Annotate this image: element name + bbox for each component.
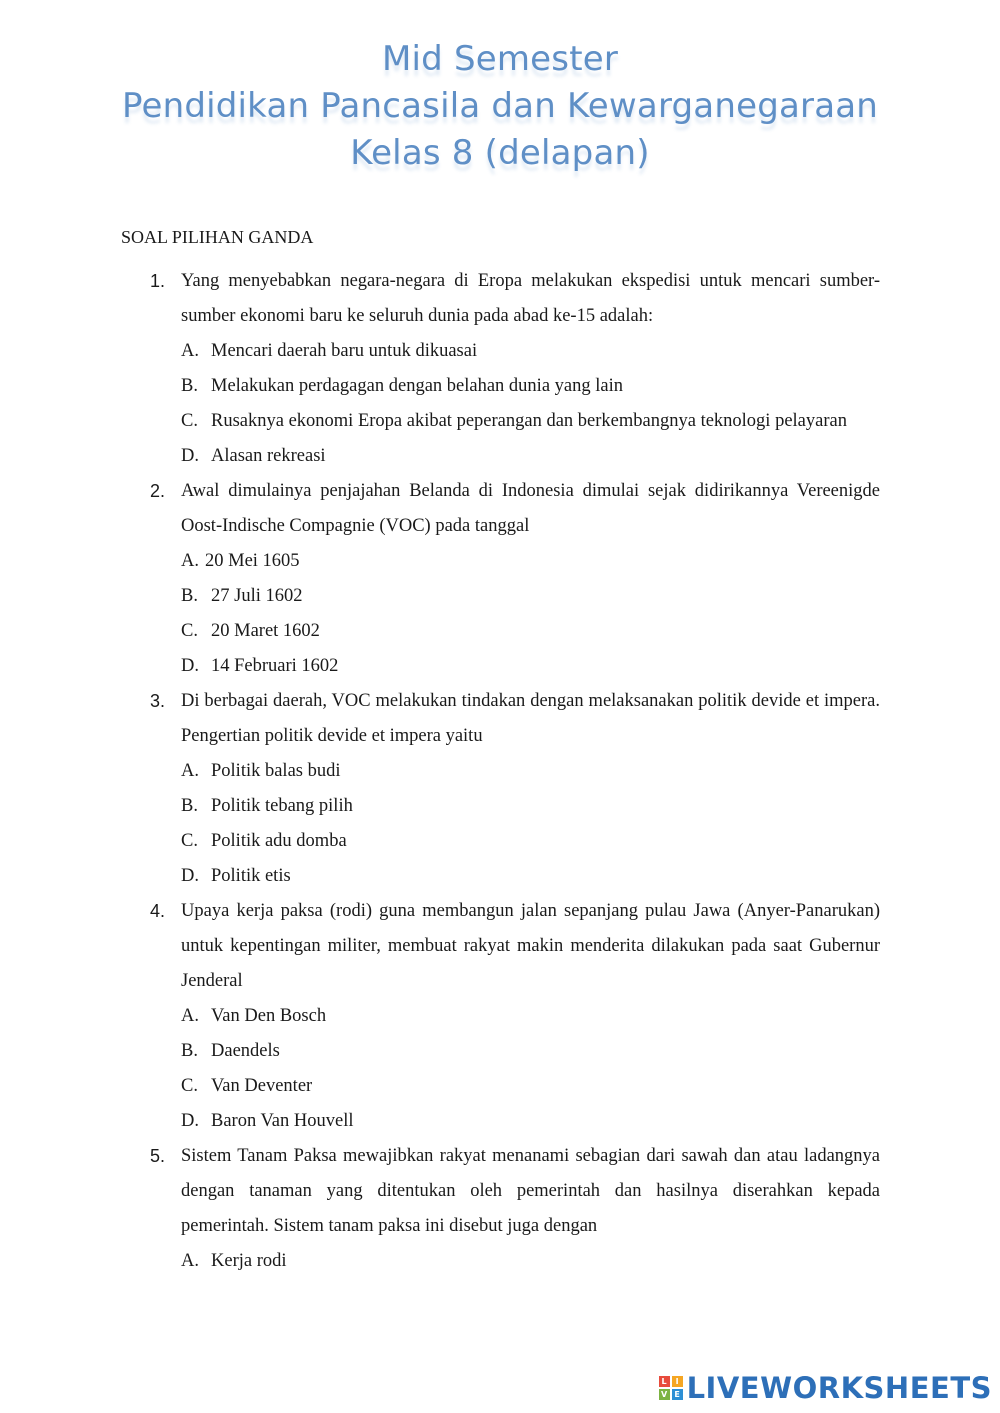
question-number: 4. <box>150 901 166 921</box>
option-b[interactable] <box>181 579 880 614</box>
title-line-2: Pendidikan Pancasila dan Kewarganegaraan <box>121 86 879 126</box>
option-b[interactable] <box>181 369 880 404</box>
option-letter: B. <box>181 586 198 606</box>
option-d[interactable] <box>181 439 880 474</box>
question-5 <box>150 1139 880 1279</box>
question-text: Sistem Tanam Paksa mewajibkan rakyat menanami sebagian dari sawah dan atau ladangnya dengan tanaman yang ditentukan oleh pemerintah dan hasilnya diserahkan kepada pemerintah. Sistem tanam paksa ini disebut juga dengan <box>181 1146 880 1236</box>
option-b[interactable] <box>181 1034 880 1069</box>
option-letter: C. <box>181 411 198 431</box>
option-list <box>150 1244 880 1279</box>
option-letter: A. <box>181 1006 199 1026</box>
option-text: 27 Juli 1602 <box>211 586 303 606</box>
question-text: Upaya kerja paksa (rodi) guna membangun jalan sepanjang pulau Jawa (Anyer-Panarukan) untuk kepentingan militer, membuat rakyat makin menderita dilakukan pada saat Gubernur Jenderal <box>181 901 880 991</box>
option-letter: D. <box>181 446 199 466</box>
option-text: Politik etis <box>211 866 291 886</box>
option-letter: D. <box>181 656 199 676</box>
question-number: 3. <box>150 691 166 711</box>
option-text: 20 Maret 1602 <box>211 621 320 641</box>
option-letter: D. <box>181 1111 199 1131</box>
option-a[interactable] <box>181 544 880 579</box>
question-4 <box>150 894 880 1139</box>
option-c[interactable] <box>181 1069 880 1104</box>
option-a[interactable] <box>181 1244 880 1279</box>
option-list <box>150 999 880 1139</box>
option-b[interactable] <box>181 789 880 824</box>
brand-name: LIVEWORKSHEETS <box>686 1371 992 1405</box>
option-d[interactable] <box>181 859 880 894</box>
option-letter: B. <box>181 1041 198 1061</box>
option-text: Politik tebang pilih <box>211 796 353 816</box>
option-text: Alasan rekreasi <box>211 446 326 466</box>
option-list <box>150 544 880 684</box>
question-number: 1. <box>150 271 166 291</box>
page-header <box>0 36 1000 177</box>
question-2 <box>150 474 880 684</box>
option-c[interactable] <box>181 824 880 859</box>
option-letter: A. <box>181 341 199 361</box>
option-d[interactable] <box>181 649 880 684</box>
option-c[interactable] <box>181 404 880 439</box>
option-letter: A. <box>181 1251 199 1271</box>
option-letter: C. <box>181 831 198 851</box>
option-text: Rusaknya ekonomi Eropa akibat peperangan dan berkembangnya teknologi pelayaran <box>211 411 847 431</box>
option-letter: D. <box>181 866 199 886</box>
option-text: Van Den Bosch <box>211 1006 327 1026</box>
option-list <box>150 754 880 894</box>
question-number: 5. <box>150 1146 166 1166</box>
option-a[interactable] <box>181 754 880 789</box>
section-title: SOAL PILIHAN GANDA <box>121 227 314 247</box>
option-text: Mencari daerah baru untuk dikuasai <box>211 341 478 361</box>
option-d[interactable] <box>181 1104 880 1139</box>
question-1 <box>150 264 880 474</box>
option-c[interactable] <box>181 614 880 649</box>
logo-cell: L <box>659 1376 670 1387</box>
option-letter: C. <box>181 621 198 641</box>
option-text: Baron Van Houvell <box>211 1111 354 1131</box>
option-text: 20 Mei 1605 <box>205 551 300 571</box>
title-line-3: Kelas 8 (delapan) <box>350 133 650 173</box>
question-text: Awal dimulainya penjajahan Belanda di Indonesia dimulai sejak didirikannya Vereenigde Oost-Indische Compagnie (VOC) pada tanggal <box>181 481 880 536</box>
option-text: Melakukan perdagagan dengan belahan dunia yang lain <box>211 376 623 396</box>
option-a[interactable] <box>181 334 880 369</box>
question-3 <box>150 684 880 894</box>
title-line-1: Mid Semester <box>381 39 619 79</box>
logo-cell: E <box>672 1389 683 1400</box>
logo-mark-icon <box>659 1376 683 1400</box>
logo-cell: V <box>659 1389 670 1400</box>
option-text: Politik balas budi <box>211 761 341 781</box>
option-letter: C. <box>181 1076 198 1096</box>
option-text: 14 Februari 1602 <box>211 656 339 676</box>
option-text: Kerja rodi <box>211 1251 287 1271</box>
option-list <box>150 334 880 474</box>
question-text: Di berbagai daerah, VOC melakukan tindakan dengan melaksanakan politik devide et impera. Pengertian politik devide et impera yaitu <box>181 691 880 746</box>
option-letter: A. <box>181 551 199 571</box>
logo-cell: I <box>672 1376 683 1387</box>
option-text: Daendels <box>211 1041 280 1061</box>
option-text: Van Deventer <box>211 1076 313 1096</box>
question-number: 2. <box>150 481 166 501</box>
question-text: Yang menyebabkan negara-negara di Eropa melakukan ekspedisi untuk mencari sumber-sumber ekonomi baru ke seluruh dunia pada abad ke-15 adalah: <box>181 271 880 326</box>
option-letter: B. <box>181 796 198 816</box>
option-a[interactable] <box>181 999 880 1034</box>
liveworksheets-logo <box>659 1371 992 1405</box>
question-list <box>150 264 880 1279</box>
option-letter: A. <box>181 761 199 781</box>
option-letter: B. <box>181 376 198 396</box>
option-text: Politik adu domba <box>211 831 347 851</box>
